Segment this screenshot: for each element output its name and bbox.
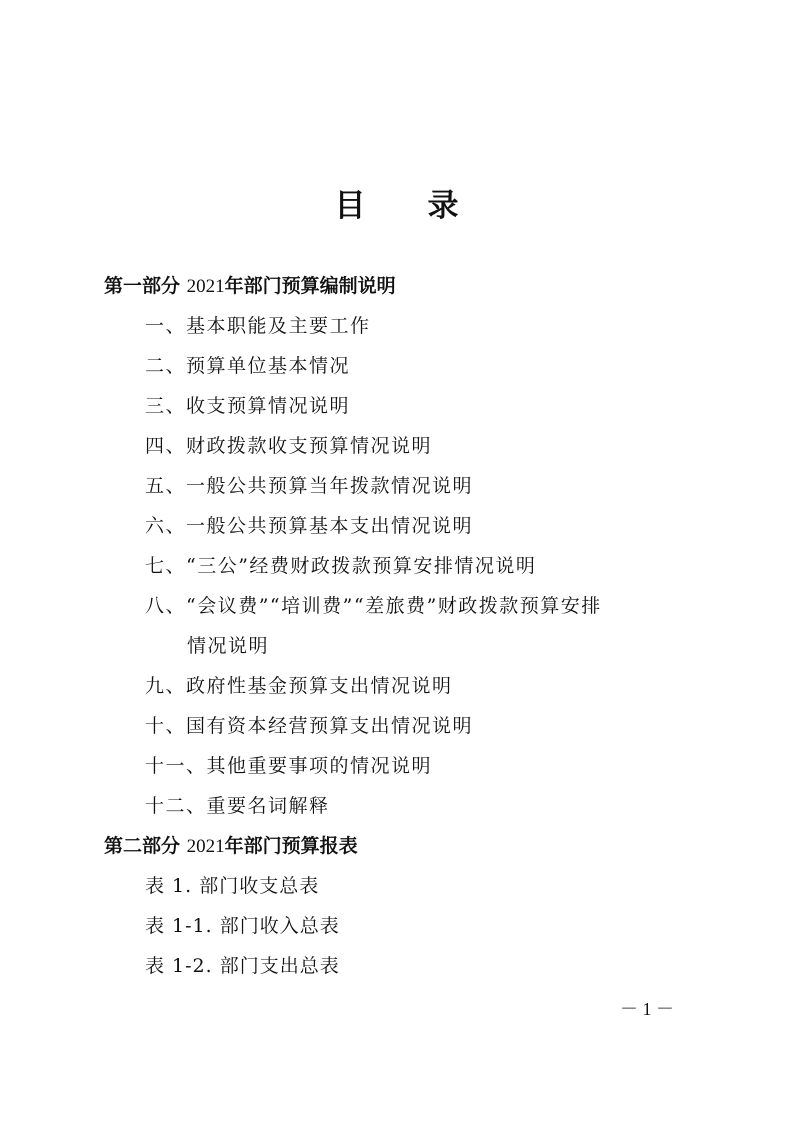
toc-item-12[interactable]: 十二、重要名词解释 bbox=[145, 795, 330, 817]
toc-item-8[interactable]: 八、“会议费”“培训费”“差旅费”财政拨款预算安排 bbox=[145, 595, 602, 617]
part2-heading[interactable] bbox=[104, 834, 358, 859]
part1-label: 第一部分 bbox=[104, 275, 181, 297]
part1-text: 年部门预算编制说明 bbox=[224, 275, 396, 297]
title-char-1: 目 bbox=[334, 188, 366, 224]
toc-table-1[interactable]: 表 1. 部门收支总表 bbox=[145, 875, 320, 897]
part1-year: 2021 bbox=[186, 276, 225, 297]
part2-year: 2021 bbox=[186, 836, 225, 857]
toc-item-3[interactable]: 三、收支预算情况说明 bbox=[145, 395, 351, 417]
page-title bbox=[0, 180, 793, 225]
toc-item-7[interactable]: 七、“三公”经费财政拨款预算安排情况说明 bbox=[145, 555, 537, 577]
toc-item-9[interactable]: 九、政府性基金预算支出情况说明 bbox=[145, 675, 453, 697]
toc-item-1[interactable]: 一、基本职能及主要工作 bbox=[145, 315, 371, 337]
toc-item-6[interactable]: 六、一般公共预算基本支出情况说明 bbox=[145, 515, 474, 537]
toc-item-11[interactable]: 十一、其他重要事项的情况说明 bbox=[145, 755, 433, 777]
toc-item-5[interactable]: 五、一般公共预算当年拨款情况说明 bbox=[145, 475, 474, 497]
toc-table-1-2[interactable]: 表 1-2. 部门支出总表 bbox=[145, 955, 340, 977]
part1-heading[interactable] bbox=[104, 274, 396, 299]
title-char-2: 录 bbox=[427, 188, 459, 224]
toc-item-8-continued[interactable]: 情况说明 bbox=[187, 635, 270, 657]
toc-item-2[interactable]: 二、预算单位基本情况 bbox=[145, 355, 351, 377]
toc-table-1-1[interactable]: 表 1-1. 部门收入总表 bbox=[145, 915, 340, 937]
part2-text: 年部门预算报表 bbox=[224, 835, 358, 857]
part2-label: 第二部分 bbox=[104, 835, 181, 857]
toc-item-4[interactable]: 四、财政拨款收支预算情况说明 bbox=[145, 435, 433, 457]
toc-item-10[interactable]: 十、国有资本经营预算支出情况说明 bbox=[145, 715, 474, 737]
page-number: － 1 － bbox=[620, 999, 674, 1019]
